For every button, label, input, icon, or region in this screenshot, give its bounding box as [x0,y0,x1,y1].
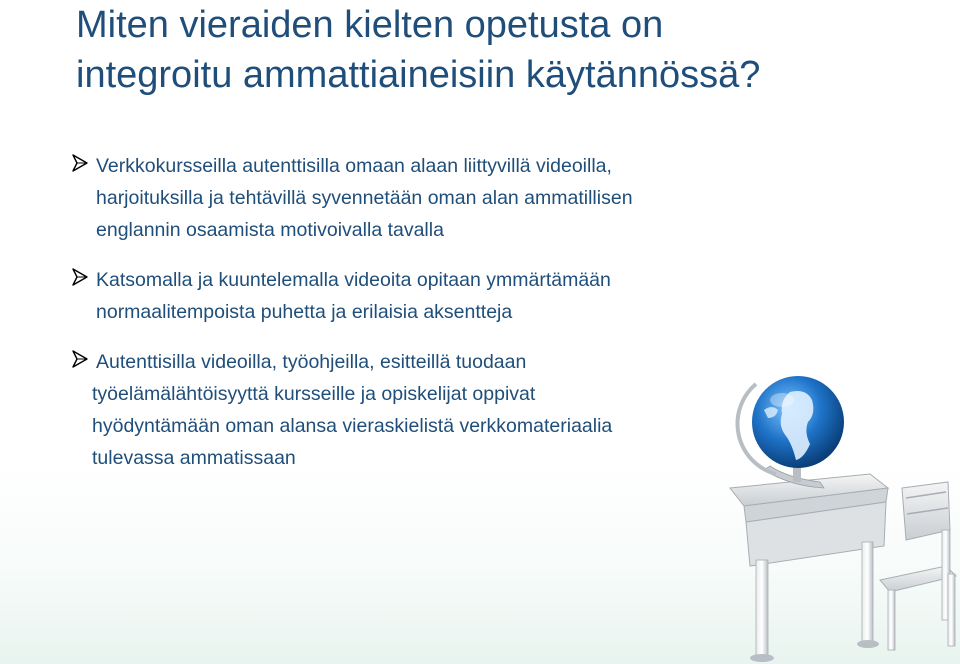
globe [737,376,844,488]
bullet-item-1 [72,150,762,246]
title-line-1: Miten vieraiden kielten opetusta on [76,4,664,46]
bullet-text [96,264,762,328]
arrow-right-icon [72,154,88,172]
bullet-item-3 [72,346,762,474]
bullet-2-line-2: normaalitempoista puhetta ja erilaisia aksentteja [96,301,513,323]
bullet-1-line-1: Verkkokursseilla autenttisilla omaan alaan liittyvillä videoilla, [96,155,612,177]
chair [880,482,956,650]
desk [730,474,888,662]
slide-title [76,0,896,100]
bullet-text [92,346,762,474]
bullet-3-line-4: tulevassa ammatissaan [92,447,296,469]
arrow-right-icon [72,350,88,368]
bullet-1-line-2: harjoituksilla ja tehtävillä syvennetään oman alan ammatillisen [96,187,633,209]
arrow-right-icon [72,268,88,286]
globe-on-school-desk-icon [720,370,960,664]
bullet-3-line-2: työelämälähtöisyyttä kursseille ja opiskelijat oppivat [92,383,536,405]
bullet-item-2 [72,264,762,328]
bullet-list [72,150,762,492]
title-line-2: integroitu ammattiaineisiin käytännössä? [76,54,761,96]
bullet-3-line-3: hyödyntämään oman alansa vieraskielistä verkkomateriaalia [92,415,613,437]
bullet-text [96,150,762,246]
bullet-3-line-1: Autenttisilla videoilla, työohjeilla, esitteillä tuodaan [96,351,527,373]
bullet-2-line-1: Katsomalla ja kuuntelemalla videoita opitaan ymmärtämään [96,269,611,291]
bullet-1-line-3: englannin osaamista motivoivalla tavalla [96,219,444,241]
